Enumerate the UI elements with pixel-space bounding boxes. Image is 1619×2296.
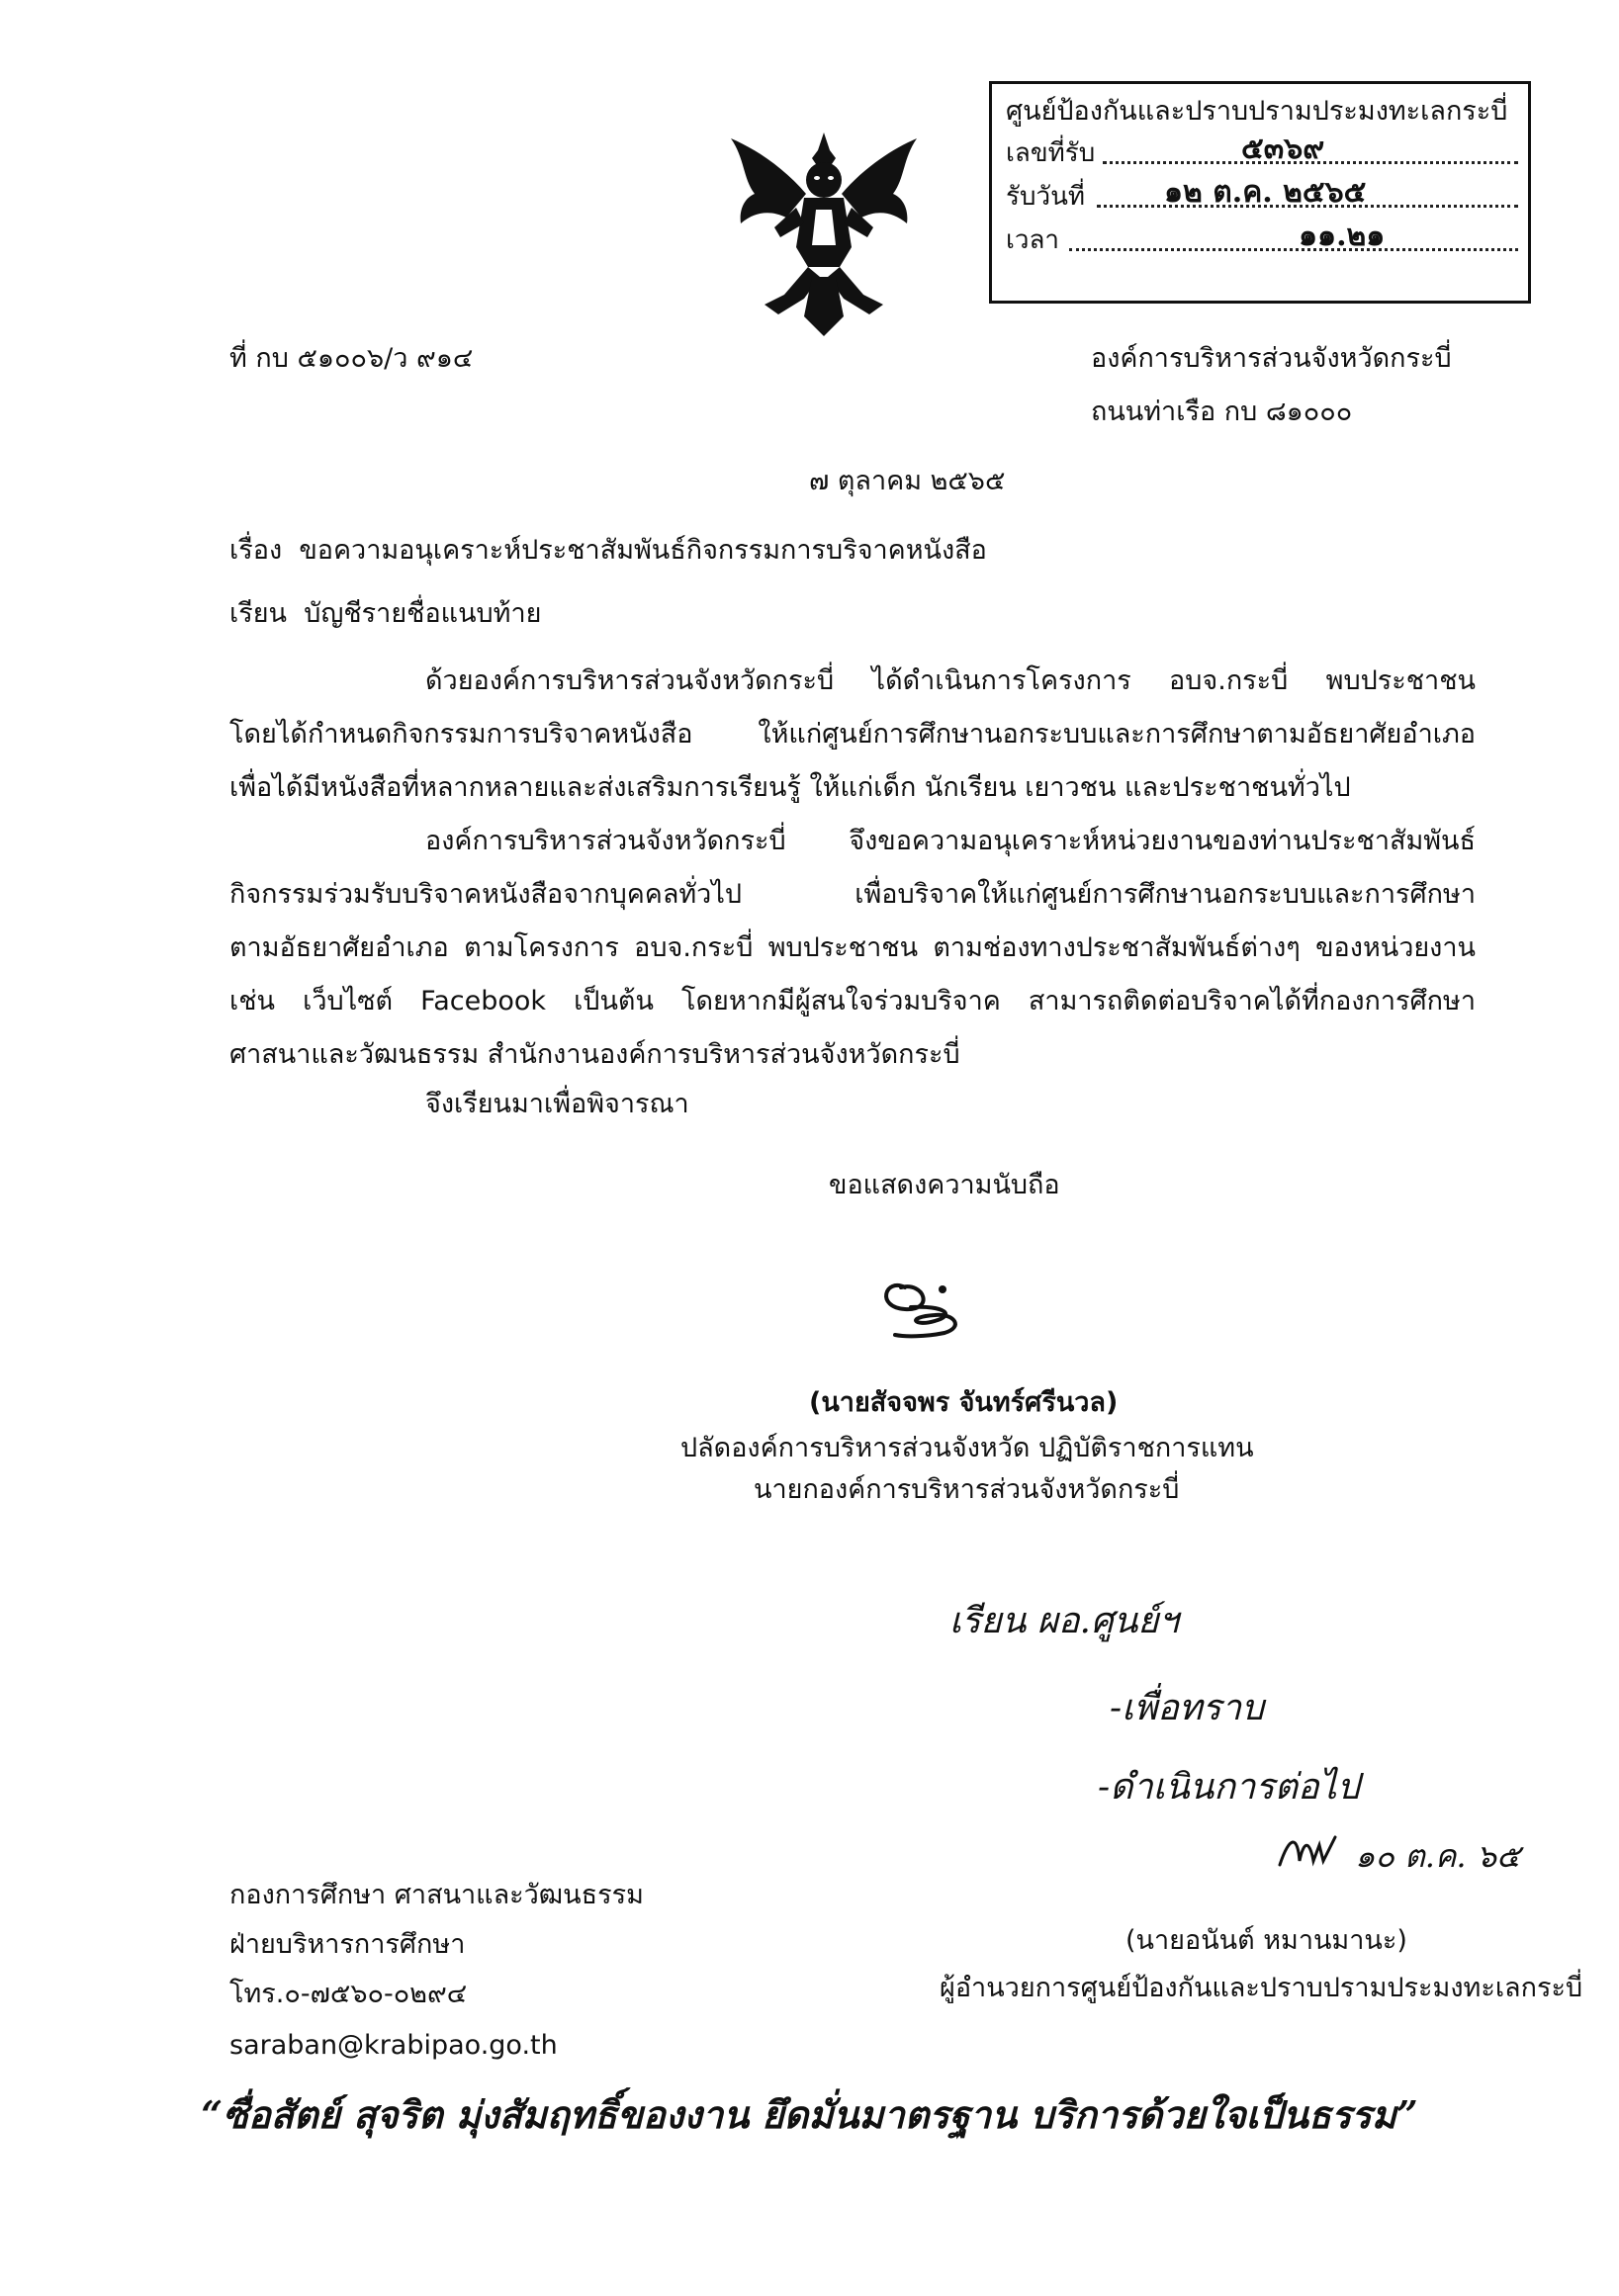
subject-label: เรื่อง [229, 535, 283, 566]
reference-number: ที่ กบ ๕๑๐๐๖/ว ๙๑๔ [229, 343, 474, 374]
org-name: องค์การบริหารส่วนจังหวัดกระบี่ [1091, 343, 1452, 374]
garuda-emblem-icon [725, 129, 923, 338]
initials-icon [1276, 1831, 1345, 1871]
paragraph-line: โดยได้กำหนดกิจกรรมการบริจาคหนังสือ ให้แก่ศูนย์การศึกษานอกระบบและการศึกษาตามอัธยาศัยอำเภอ [229, 719, 1476, 750]
recipient-label: เรียน [229, 598, 288, 629]
signatory-name: (นายสัจจพร จันทร์ศรีนวล) [809, 1387, 1119, 1418]
stamp-receipt-no-label: เลขที่รับ [1006, 138, 1096, 168]
stamp-time-value: ๑๑.๒๑ [1299, 219, 1386, 253]
handwritten-note-line-1: เรียน ผอ.ศูนย์ฯ [949, 1601, 1179, 1641]
subject-text: ขอความอนุเคราะห์ประชาสัมพันธ์กิจกรรมการบริจาคหนังสือ [299, 535, 987, 566]
stamp-title: ศูนย์ป้องกันและปราบปรามประมงทะเลกระบี่ [1006, 96, 1508, 127]
contact-division: กองการศึกษา ศาสนาและวัฒนธรรม [229, 1880, 644, 1910]
paragraph-line: เช่น เว็บไซต์ Facebook เป็นต้น โดยหากมีผู้สนใจร่วมบริจาค สามารถติดต่อบริจาคได้ที่กองการศึกษา [229, 986, 1476, 1016]
director-position: ผู้อำนวยการศูนย์ป้องกันและปราบปรามประมงทะเลกระบี่ [940, 1973, 1583, 2003]
closing-request: จึงเรียนมาเพื่อพิจารณา [425, 1089, 689, 1119]
body-paragraph-2 [229, 815, 1476, 1082]
handwritten-note-date: ๑๐ ต.ค. ๖๕ [1355, 1837, 1521, 1875]
organization-motto: “ซื่อสัตย์ สุจริต มุ่งสัมฤทธิ์ของงาน ยึดมั่นมาตรฐาน บริการด้วยใจเป็นธรรม” [201, 2092, 1418, 2137]
body-paragraph-1 [229, 655, 1476, 815]
closing-salutation: ขอแสดงความนับถือ [829, 1170, 1060, 1200]
stamp-receipt-no-row [1006, 132, 1514, 175]
letter-date: ๗ ตุลาคม ๒๕๖๕ [809, 466, 1006, 496]
stamp-received-date-row [1006, 175, 1514, 219]
stamp-dotted-line [1069, 248, 1518, 251]
signatory-position-1: ปลัดองค์การบริหารส่วนจังหวัด ปฏิบัติราชการแทน [680, 1433, 1254, 1463]
subject-line [229, 532, 987, 570]
signatory-position-2: นายกองค์การบริหารส่วนจังหวัดกระบี่ [754, 1474, 1180, 1505]
paragraph-line: องค์การบริหารส่วนจังหวัดกระบี่ จึงขอความอนุเคราะห์หน่วยงานของท่านประชาสัมพันธ์ [425, 826, 1476, 856]
paragraph-line: ด้วยองค์การบริหารส่วนจังหวัดกระบี่ ได้ดำเนินการโครงการ อบจ.กระบี่ พบประชาชน [425, 665, 1476, 696]
handwritten-note-line-3: -ดำเนินการต่อไป [1098, 1767, 1360, 1808]
receipt-stamp [989, 81, 1531, 304]
contact-section: ฝ่ายบริหารการศึกษา [229, 1929, 466, 1960]
director-name: (นายอนันต์ หมานมานะ) [1125, 1925, 1407, 1956]
stamp-time-label: เวลา [1006, 225, 1060, 255]
recipient-line [229, 595, 541, 633]
paragraph-line: กิจกรรมร่วมรับบริจาคหนังสือจากบุคคลทั่วไป เพื่อบริจาคให้แก่ศูนย์การศึกษานอกระบบและการศึกษา [229, 879, 1476, 910]
recipient-text: บัญชีรายชื่อแนบท้าย [304, 598, 542, 629]
paragraph-line: เพื่อได้มีหนังสือที่หลากหลายและส่งเสริมการเรียนรู้ ให้แก่เด็ก นักเรียน เยาวชน และประชาชนทั่วไป [229, 772, 1351, 803]
org-address: ถนนท่าเรือ กบ ๘๑๐๐๐ [1091, 397, 1353, 427]
handwritten-note-line-2: -เพื่อทราบ [1110, 1688, 1264, 1728]
stamp-received-date-label: รับวันที่ [1006, 182, 1085, 212]
paragraph-line: ศาสนาและวัฒนธรรม สำนักงานองค์การบริหารส่วนจังหวัดกระบี่ [229, 1039, 960, 1070]
signature-icon [865, 1258, 984, 1347]
contact-phone: โทร.๐-๗๕๖๐-๐๒๙๔ [229, 1979, 468, 2009]
stamp-receipt-no-value: ๕๓๖๙ [1241, 132, 1325, 166]
stamp-time-row [1006, 219, 1514, 262]
contact-email: saraban@krabipao.go.th [229, 2030, 558, 2061]
stamp-received-date-value: ๑๒ ต.ค. ๒๕๖๕ [1164, 175, 1367, 210]
paragraph-line: ตามอัธยาศัยอำเภอ ตามโครงการ อบจ.กระบี่ พบประชาชน ตามช่องทางประชาสัมพันธ์ต่างๆ ของหน่วยงาน [229, 932, 1476, 963]
